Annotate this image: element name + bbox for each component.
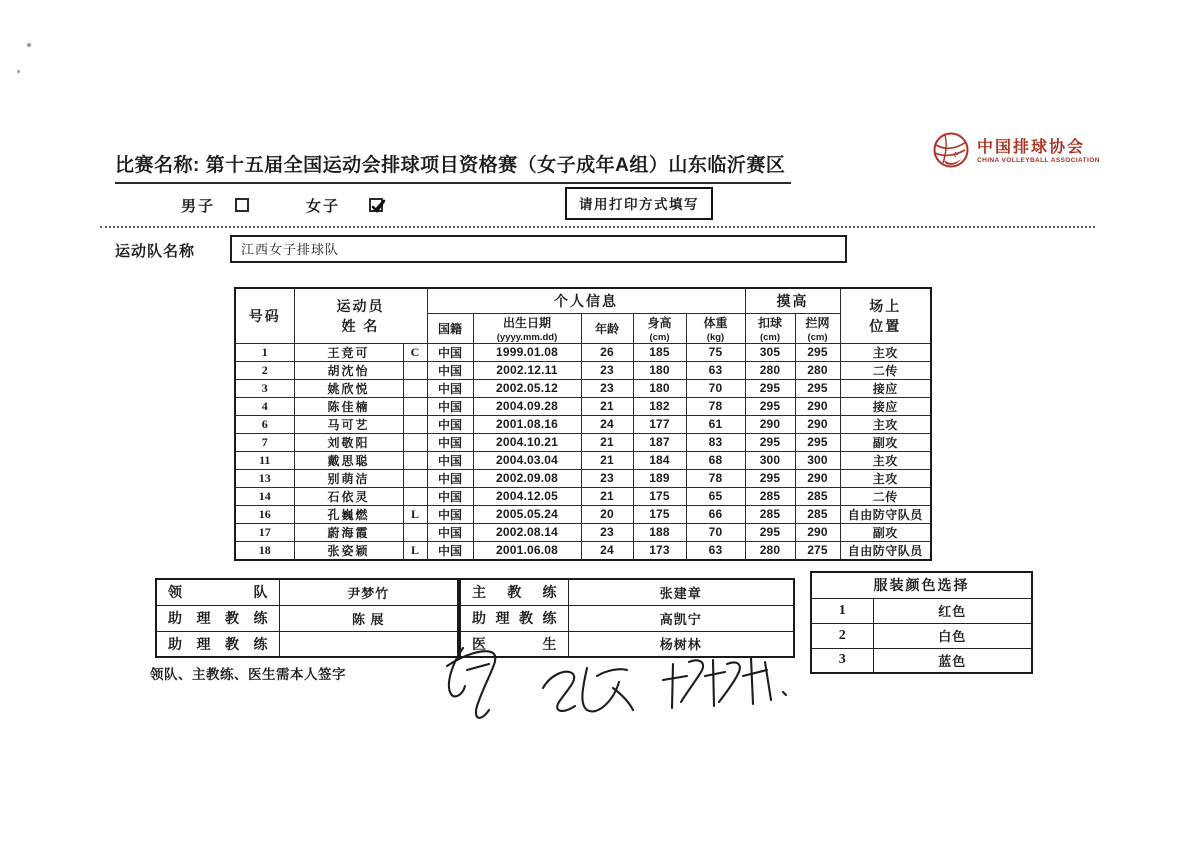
player-height: 175 bbox=[633, 487, 686, 505]
dashed-separator bbox=[100, 226, 1095, 228]
uniform-option-number: 1 bbox=[811, 598, 873, 623]
player-nationality: 中国 bbox=[427, 523, 473, 541]
player-height: 185 bbox=[633, 343, 686, 361]
player-height: 177 bbox=[633, 415, 686, 433]
uniform-row bbox=[811, 623, 1032, 648]
roster-row bbox=[235, 379, 931, 397]
player-block-reach: 280 bbox=[795, 361, 840, 379]
player-weight: 65 bbox=[686, 487, 745, 505]
roster-row bbox=[235, 505, 931, 523]
staff-role: 助 理 教 练 bbox=[460, 605, 568, 631]
staff-role: 领 队 bbox=[156, 579, 279, 605]
player-weight: 83 bbox=[686, 433, 745, 451]
uniform-option-color: 红色 bbox=[873, 598, 1032, 623]
player-block-reach: 285 bbox=[795, 487, 840, 505]
player-nationality: 中国 bbox=[427, 469, 473, 487]
col-header-age: 年龄 bbox=[581, 313, 633, 343]
player-nationality: 中国 bbox=[427, 451, 473, 469]
player-spike-reach: 280 bbox=[745, 361, 795, 379]
player-dob: 2004.09.28 bbox=[473, 397, 581, 415]
player-block-reach: 290 bbox=[795, 523, 840, 541]
logo-text-en: CHINA VOLLEYBALL ASSOCIATION bbox=[977, 157, 1100, 165]
player-weight: 63 bbox=[686, 361, 745, 379]
player-weight: 75 bbox=[686, 343, 745, 361]
player-position: 副攻 bbox=[840, 433, 931, 451]
col-header-dob: 出生日期 (yyyy.mm.dd) bbox=[473, 313, 581, 343]
uniform-option-color: 蓝色 bbox=[873, 648, 1032, 673]
player-number: 2 bbox=[235, 361, 294, 379]
uniform-option-number: 3 bbox=[811, 648, 873, 673]
player-position: 主攻 bbox=[840, 451, 931, 469]
player-number: 3 bbox=[235, 379, 294, 397]
player-dob: 2001.08.16 bbox=[473, 415, 581, 433]
handwritten-signatures bbox=[425, 636, 795, 741]
roster-row bbox=[235, 343, 931, 361]
player-height: 189 bbox=[633, 469, 686, 487]
uniform-option-color: 白色 bbox=[873, 623, 1032, 648]
player-name: 戴思聪 bbox=[294, 451, 403, 469]
player-spike-reach: 295 bbox=[745, 397, 795, 415]
staff-name: 张建章 bbox=[568, 579, 794, 605]
player-spike-reach: 290 bbox=[745, 415, 795, 433]
player-number: 18 bbox=[235, 541, 294, 560]
player-role-mark bbox=[403, 523, 427, 541]
competition-title: 比赛名称: 第十五届全国运动会排球项目资格赛（女子成年A组）山东临沂赛区 bbox=[115, 150, 791, 184]
team-name-field[interactable]: 江西女子排球队 bbox=[230, 235, 847, 263]
volleyball-logo-icon bbox=[931, 130, 971, 175]
roster-row bbox=[235, 451, 931, 469]
player-number: 4 bbox=[235, 397, 294, 415]
player-spike-reach: 295 bbox=[745, 469, 795, 487]
player-nationality: 中国 bbox=[427, 433, 473, 451]
player-block-reach: 295 bbox=[795, 343, 840, 361]
player-name: 别萌洁 bbox=[294, 469, 403, 487]
player-height: 188 bbox=[633, 523, 686, 541]
player-dob: 2004.12.05 bbox=[473, 487, 581, 505]
player-role-mark bbox=[403, 397, 427, 415]
player-weight: 61 bbox=[686, 415, 745, 433]
player-role-mark bbox=[403, 433, 427, 451]
player-number: 13 bbox=[235, 469, 294, 487]
player-number: 14 bbox=[235, 487, 294, 505]
staff-name: 尹梦竹 bbox=[279, 579, 458, 605]
player-block-reach: 295 bbox=[795, 379, 840, 397]
staff-table-left bbox=[155, 578, 459, 658]
player-position: 接应 bbox=[840, 379, 931, 397]
player-age: 21 bbox=[581, 451, 633, 469]
player-block-reach: 285 bbox=[795, 505, 840, 523]
roster-table bbox=[234, 287, 932, 561]
player-spike-reach: 280 bbox=[745, 541, 795, 560]
player-name: 姚欣悦 bbox=[294, 379, 403, 397]
player-height: 187 bbox=[633, 433, 686, 451]
scan-speck bbox=[17, 70, 20, 73]
staff-name: 高凯宁 bbox=[568, 605, 794, 631]
checkmark-icon bbox=[369, 197, 387, 215]
player-weight: 70 bbox=[686, 523, 745, 541]
signature-note: 领队、主教练、医生需本人签字 bbox=[150, 667, 346, 682]
player-role-mark: C bbox=[403, 343, 427, 361]
player-dob: 2002.12.11 bbox=[473, 361, 581, 379]
roster-row bbox=[235, 523, 931, 541]
player-nationality: 中国 bbox=[427, 541, 473, 560]
group-header-reach: 摸高 bbox=[745, 288, 840, 313]
staff-row bbox=[460, 579, 794, 605]
player-weight: 70 bbox=[686, 379, 745, 397]
staff-row bbox=[460, 605, 794, 631]
uniform-row bbox=[811, 598, 1032, 623]
player-age: 26 bbox=[581, 343, 633, 361]
player-block-reach: 290 bbox=[795, 397, 840, 415]
staff-row bbox=[156, 605, 458, 631]
player-block-reach: 295 bbox=[795, 433, 840, 451]
player-dob: 2002.05.12 bbox=[473, 379, 581, 397]
col-header-block: 拦网 (cm) bbox=[795, 313, 840, 343]
player-age: 21 bbox=[581, 487, 633, 505]
roster-row bbox=[235, 469, 931, 487]
roster-body bbox=[235, 343, 931, 560]
female-label: 女子 bbox=[306, 198, 341, 215]
player-age: 21 bbox=[581, 433, 633, 451]
player-position: 主攻 bbox=[840, 343, 931, 361]
player-name: 胡沈怡 bbox=[294, 361, 403, 379]
scan-speck bbox=[27, 43, 31, 47]
player-role-mark bbox=[403, 487, 427, 505]
player-nationality: 中国 bbox=[427, 487, 473, 505]
player-position: 自由防守队员 bbox=[840, 505, 931, 523]
player-age: 23 bbox=[581, 523, 633, 541]
uniform-color-table bbox=[810, 571, 1033, 674]
player-spike-reach: 305 bbox=[745, 343, 795, 361]
player-role-mark bbox=[403, 379, 427, 397]
staff-name: 陈 展 bbox=[279, 605, 458, 631]
uniform-option-number: 2 bbox=[811, 623, 873, 648]
player-weight: 68 bbox=[686, 451, 745, 469]
player-role-mark: L bbox=[403, 505, 427, 523]
player-weight: 78 bbox=[686, 397, 745, 415]
player-nationality: 中国 bbox=[427, 505, 473, 523]
player-nationality: 中国 bbox=[427, 379, 473, 397]
player-dob: 2005.05.24 bbox=[473, 505, 581, 523]
player-number: 1 bbox=[235, 343, 294, 361]
player-block-reach: 275 bbox=[795, 541, 840, 560]
player-height: 184 bbox=[633, 451, 686, 469]
col-header-number: 号码 bbox=[235, 288, 294, 343]
player-dob: 2002.08.14 bbox=[473, 523, 581, 541]
staff-role: 助 理 教 练 bbox=[156, 631, 279, 657]
roster-row bbox=[235, 541, 931, 560]
col-header-spike: 扣球 (cm) bbox=[745, 313, 795, 343]
player-dob: 2004.10.21 bbox=[473, 433, 581, 451]
player-height: 180 bbox=[633, 379, 686, 397]
player-position: 主攻 bbox=[840, 469, 931, 487]
staff-role: 主 教 练 bbox=[460, 579, 568, 605]
player-dob: 2002.09.08 bbox=[473, 469, 581, 487]
male-checkbox[interactable] bbox=[235, 198, 249, 212]
roster-row bbox=[235, 487, 931, 505]
player-number: 7 bbox=[235, 433, 294, 451]
player-height: 182 bbox=[633, 397, 686, 415]
player-weight: 78 bbox=[686, 469, 745, 487]
player-spike-reach: 295 bbox=[745, 379, 795, 397]
player-number: 17 bbox=[235, 523, 294, 541]
player-role-mark bbox=[403, 361, 427, 379]
player-age: 23 bbox=[581, 361, 633, 379]
player-height: 173 bbox=[633, 541, 686, 560]
player-nationality: 中国 bbox=[427, 397, 473, 415]
player-age: 23 bbox=[581, 379, 633, 397]
roster-row bbox=[235, 361, 931, 379]
player-nationality: 中国 bbox=[427, 415, 473, 433]
player-spike-reach: 285 bbox=[745, 487, 795, 505]
staff-role: 医 生 bbox=[460, 631, 568, 657]
col-header-height: 身高 (cm) bbox=[633, 313, 686, 343]
staff-row bbox=[156, 631, 458, 657]
print-instruction-box: 请用打印方式填写 bbox=[565, 187, 713, 220]
player-number: 6 bbox=[235, 415, 294, 433]
player-age: 23 bbox=[581, 469, 633, 487]
player-name: 石依灵 bbox=[294, 487, 403, 505]
player-name: 刘敬阳 bbox=[294, 433, 403, 451]
player-age: 20 bbox=[581, 505, 633, 523]
player-block-reach: 300 bbox=[795, 451, 840, 469]
uniform-table-title: 服装颜色选择 bbox=[811, 572, 1032, 598]
player-name: 马可艺 bbox=[294, 415, 403, 433]
player-role-mark bbox=[403, 415, 427, 433]
player-age: 24 bbox=[581, 541, 633, 560]
group-header-personal-info: 个人信息 bbox=[427, 288, 745, 313]
player-number: 11 bbox=[235, 451, 294, 469]
player-role-mark bbox=[403, 451, 427, 469]
player-height: 180 bbox=[633, 361, 686, 379]
player-block-reach: 290 bbox=[795, 469, 840, 487]
player-role-mark bbox=[403, 469, 427, 487]
player-weight: 63 bbox=[686, 541, 745, 560]
col-header-position: 场上 位置 bbox=[840, 288, 931, 343]
uniform-row bbox=[811, 648, 1032, 673]
player-number: 16 bbox=[235, 505, 294, 523]
player-role-mark: L bbox=[403, 541, 427, 560]
roster-row bbox=[235, 397, 931, 415]
player-spike-reach: 285 bbox=[745, 505, 795, 523]
player-position: 副攻 bbox=[840, 523, 931, 541]
staff-role: 助 理 教 练 bbox=[156, 605, 279, 631]
player-spike-reach: 295 bbox=[745, 433, 795, 451]
player-age: 21 bbox=[581, 397, 633, 415]
player-spike-reach: 295 bbox=[745, 523, 795, 541]
team-name-label: 运动队名称 bbox=[115, 243, 196, 260]
player-name: 陈佳楠 bbox=[294, 397, 403, 415]
col-header-nationality: 国籍 bbox=[427, 313, 473, 343]
player-dob: 2004.03.04 bbox=[473, 451, 581, 469]
logo-text-cn: 中国排球协会 bbox=[977, 138, 1086, 156]
col-header-weight: 体重 (kg) bbox=[686, 313, 745, 343]
player-nationality: 中国 bbox=[427, 361, 473, 379]
player-dob: 2001.06.08 bbox=[473, 541, 581, 560]
player-position: 自由防守队员 bbox=[840, 541, 931, 560]
player-position: 二传 bbox=[840, 361, 931, 379]
staff-row bbox=[156, 579, 458, 605]
player-weight: 66 bbox=[686, 505, 745, 523]
player-name: 孔巍燃 bbox=[294, 505, 403, 523]
roster-row bbox=[235, 433, 931, 451]
male-label: 男子 bbox=[181, 198, 216, 215]
player-dob: 1999.01.08 bbox=[473, 343, 581, 361]
player-age: 24 bbox=[581, 415, 633, 433]
staff-name: 杨树林 bbox=[568, 631, 794, 657]
female-checkbox[interactable] bbox=[369, 198, 383, 212]
roster-row bbox=[235, 415, 931, 433]
player-name: 张姿颖 bbox=[294, 541, 403, 560]
player-position: 主攻 bbox=[840, 415, 931, 433]
cva-logo bbox=[931, 130, 1100, 175]
col-header-athlete-name: 运动员 姓 名 bbox=[294, 288, 427, 343]
player-height: 175 bbox=[633, 505, 686, 523]
player-nationality: 中国 bbox=[427, 343, 473, 361]
player-name: 蔚海霞 bbox=[294, 523, 403, 541]
player-position: 二传 bbox=[840, 487, 931, 505]
player-block-reach: 290 bbox=[795, 415, 840, 433]
player-position: 接应 bbox=[840, 397, 931, 415]
player-spike-reach: 300 bbox=[745, 451, 795, 469]
player-name: 王竞可 bbox=[294, 343, 403, 361]
